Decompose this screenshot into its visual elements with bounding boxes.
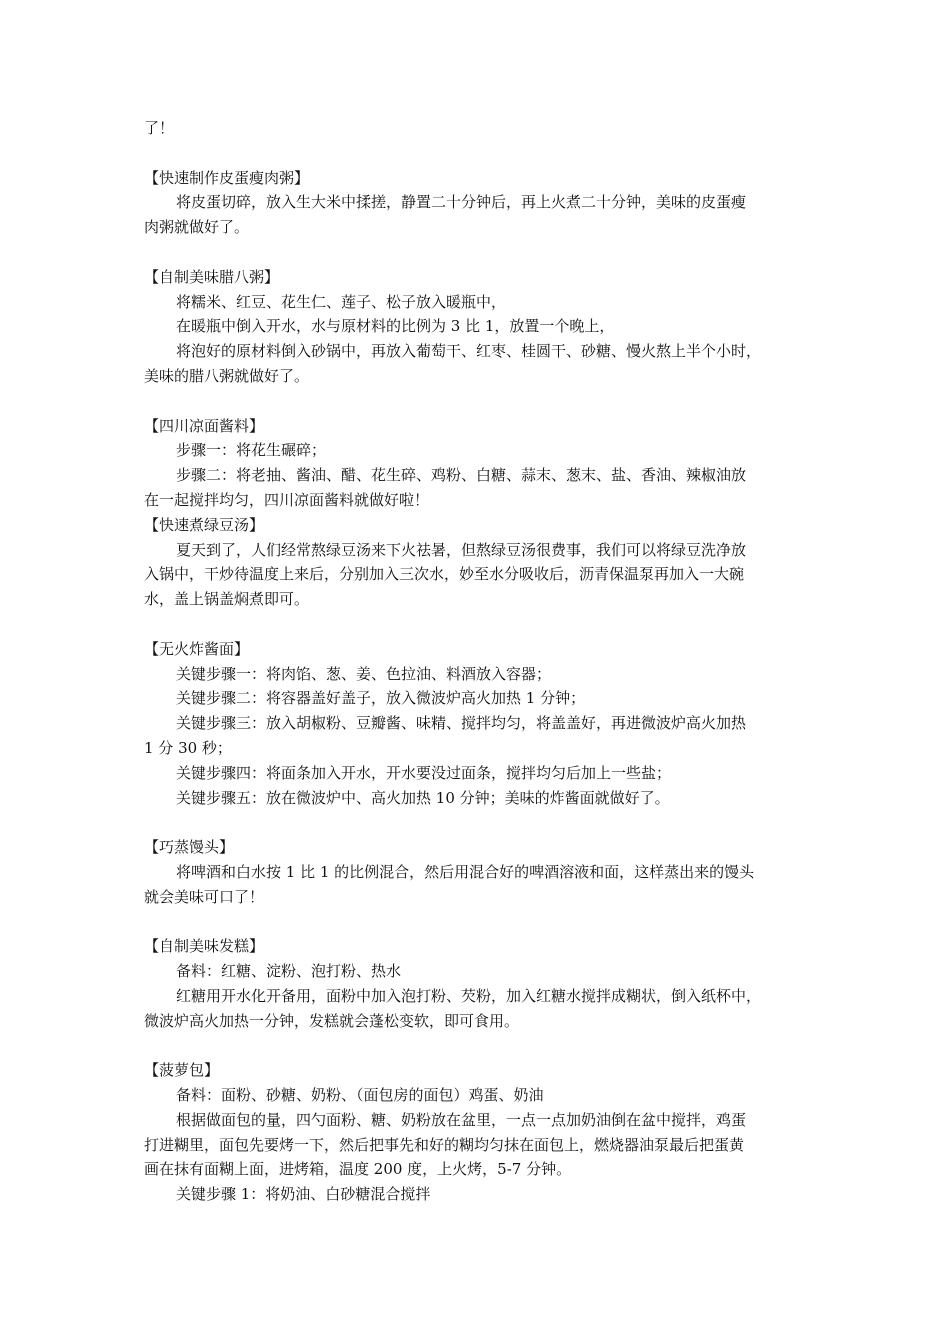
paragraph-line: 在一起搅拌均匀，四川凉面酱料就做好啦！ bbox=[144, 490, 430, 509]
paragraph-line: 关键步骤一：将肉馅、葱、姜、色拉油、料酒放入容器； bbox=[176, 664, 552, 683]
section-heading: 【快速制作皮蛋瘦肉粥】 bbox=[144, 168, 310, 187]
blank-line bbox=[144, 810, 814, 835]
paragraph-line: 打进糊里，面包先要烤一下，然后把事先和好的糊均匀抹在面包上，燃烧器油泵最后把蛋黄 bbox=[144, 1135, 745, 1154]
paragraph-line: 1 分 30 秒； bbox=[144, 738, 232, 757]
paragraph-line: 关键步骤二：将容器盖好盖子，放入微波炉高火加热 1 分钟； bbox=[176, 689, 586, 708]
paragraph-line: 入锅中，干炒待温度上来后，分别加入三次水，妙至水分吸收后，沥青保温泵再加入一大碗 bbox=[144, 565, 745, 584]
section-heading: 【菠萝包】 bbox=[144, 1061, 220, 1080]
paragraph-line: 步骤二：将老抽、酱油、醋、花生碎、鸡粉、白糖、蒜末、葱末、盐、香油、辣椒油放 bbox=[176, 466, 747, 485]
paragraph-line: 将糯米、红豆、花生仁、莲子、松子放入暖瓶中， bbox=[176, 292, 507, 311]
blank-line bbox=[144, 141, 814, 166]
paragraph-line: 备料：红糖、淀粉、泡打粉、热水 bbox=[176, 962, 402, 981]
paragraph-line: 将啤酒和白水按 1 比 1 的比例混合，然后用混合好的啤酒溶液和面，这样蒸出来的馒头 bbox=[176, 862, 755, 881]
blank-line bbox=[144, 910, 814, 935]
paragraph-line: 根据做面包的量，四勺面粉、糖、奶粉放在盆里，一点一点加奶油倒在盆中搅拌，鸡蛋 bbox=[176, 1110, 747, 1129]
document-page bbox=[144, 116, 814, 1207]
paragraph-line: 夏天到了，人们经常熬绿豆汤来下火祛暑，但熬绿豆汤很费事，我们可以将绿豆洗净放 bbox=[176, 540, 747, 559]
paragraph-line: 关键步骤 1：将奶油、白砂糖混合搅拌 bbox=[176, 1185, 431, 1204]
section-heading: 【自制美味发糕】 bbox=[144, 937, 265, 956]
paragraph-line: 关键步骤五：放在微波炉中、高火加热 10 分钟；美味的炸酱面就做好了。 bbox=[176, 788, 670, 807]
section-heading: 【无火炸酱面】 bbox=[144, 639, 250, 658]
paragraph-line: 将泡好的原材料倒入砂锅中，再放入葡萄干、红枣、桂圆干、砂糖、慢火熬上半个小时， bbox=[176, 342, 762, 361]
section-heading: 【自制美味腊八粥】 bbox=[144, 267, 280, 286]
blank-line bbox=[144, 612, 814, 637]
paragraph-line: 肉粥就做好了。 bbox=[144, 218, 250, 237]
paragraph-line: 在暖瓶中倒入开水，水与原材料的比例为 3 比 1，放置一个晚上， bbox=[176, 317, 615, 336]
blank-line bbox=[144, 389, 814, 414]
paragraph-line: 微波炉高火加热一分钟，发糕就会蓬松变软，即可食用。 bbox=[144, 1011, 520, 1030]
blank-line bbox=[144, 1033, 814, 1058]
blank-line bbox=[144, 240, 814, 265]
paragraph-line: 关键步骤四：将面条加入开水，开水要没过面条，搅拌均匀后加上一些盐； bbox=[176, 763, 672, 782]
paragraph-line: 备料：面粉、砂糖、奶粉、（面包房的面包）鸡蛋、奶油 bbox=[176, 1086, 544, 1105]
paragraph-line: 美味的腊八粥就做好了。 bbox=[144, 366, 310, 385]
paragraph-line: 水，盖上锅盖焖煮即可。 bbox=[144, 590, 310, 609]
paragraph-line: 了！ bbox=[144, 119, 175, 137]
section-heading: 【快速煮绿豆汤】 bbox=[144, 515, 265, 534]
paragraph-line: 将皮蛋切碎，放入生大米中揉搓，静置二十分钟后，再上火煮二十分钟，美味的皮蛋瘦 bbox=[176, 193, 747, 212]
paragraph-line: 关键步骤三：放入胡椒粉、豆瓣酱、味精、搅拌均匀，将盖盖好，再进微波炉高火加热 bbox=[176, 714, 747, 733]
paragraph-line: 步骤一：将花生碾碎； bbox=[176, 441, 327, 460]
section-heading: 【巧蒸馒头】 bbox=[144, 838, 235, 857]
section-heading: 【四川凉面酱料】 bbox=[144, 416, 265, 435]
paragraph-line: 就会美味可口了！ bbox=[144, 887, 265, 906]
paragraph-line: 画在抹有面糊上面，进烤箱，温度 200 度，上火烤，5-7 分钟。 bbox=[144, 1160, 572, 1179]
paragraph-line: 红糖用开水化开备用，面粉中加入泡打粉、芡粉，加入红糖水搅拌成糊状，倒入纸杯中， bbox=[176, 986, 762, 1005]
